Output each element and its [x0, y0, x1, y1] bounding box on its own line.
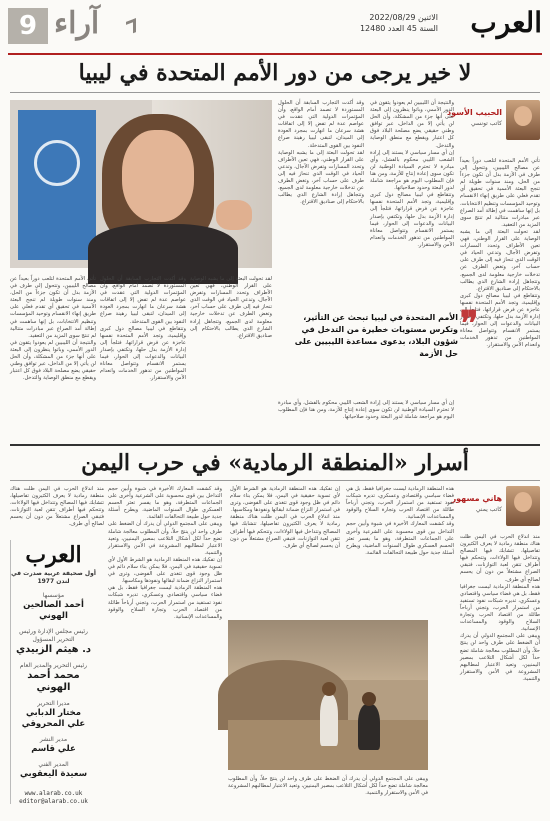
- article2-column-3: إن تفكيك هذه المنطقة الرمادية هو الشرط الأول لأي تسوية حقيقية في اليمن، فلا يمكن بناء سلام دائم في ظل وجود قوى تتغذى على الفوضى، وترى في استمرار النزاع ضمانة لبقائها ونفوذها ومكاسبها. منذ اندلاع الحرب في اليمن ظلت هناك منطقة رمادية لا يعرف الكثيرون تفاصيلها، تتشابك فيها المصالح وتتداخل فيها الولاءات، وتتحكم فيها أطراف تتقن لعبة التوازنات، فتبقي الصراع مشتعلاً من دون أن يحسم لصالح أي طرف.: [230, 486, 340, 549]
- chief-name: د. هيثم الزبيدي: [15, 644, 91, 655]
- issue-info: [360, 12, 438, 34]
- author-role: كاتب يمني: [475, 506, 502, 513]
- article1-headline: لا خير يرجى من دور الأمم المتحدة في ليبيا: [78, 60, 472, 86]
- masthead: [8, 6, 542, 52]
- director-name: علي المحروقي: [21, 719, 86, 729]
- article1-column-5: تأتي الأمم المتحدة لتلعب دوراً بعيداً عن مصالح الليبيين، وتتحول إلى طرف في الأزمة بدل أن تكون جزءاً من الحل، ومنذ سنوات طويلة لم تنجح البعثة الأممية في تحقيق أي تقدم فعلي على طريق إنهاء الانقسام وتوحيد المؤسسات وتنظيم الانتخابات، بل إنها ساهمت في إطالة أمد الصراع عبر مبادرات متتالية لم تنتج سوى المزيد من التعقيد. والنتيجة أن الليبيين لم يعودوا يثقون في الدور الأممي، وباتوا ينظرون إلى البعثة على أنها جزء من المشكلة، وأن الحل لن يأتي إلا من الداخل، عبر توافق وطني حقيقي يضع مصلحة البلاد فوق كل اعتبار ويقطع مع منطق الوصاية والتدخل.: [10, 276, 96, 382]
- article1-column-6: وقد أكدت التجارب السابقة أن الحلول المستوردة لا تصمد أمام الواقع، وأن المؤتمرات الدولية التي عقدت في عواصم عدة لم تفض إلا إلى اتفاقات هشة سرعان ما انهارت بمجرد العودة إلى الميدان، لتبقى ليبيا رهينة صراع النفوذ بين القوى المتدخلة. وتتقاطع في ليبيا مصالح دول كبرى وإقليمية، وتجد الأمم المتحدة نفسها عاجزة عن فرض قراراتها، فتلجأ إلى إدارة الأزمة بدل حلها، وتكتفي بإصدار البيانات والدعوات إلى الحوار، فيما يستمر الانقسام وتتواصل معاناة المواطنين من تدهور الخدمات وانعدام الأمن والاستقرار.: [100, 276, 186, 382]
- section-title: آراء: [54, 6, 100, 41]
- article1-photo: [10, 100, 272, 268]
- page-number: 9: [8, 8, 48, 44]
- section-separator: [10, 444, 540, 446]
- art-director-name: سعيدة اليعقوبي: [19, 769, 88, 779]
- article2-column-1: منذ اندلاع الحرب في اليمن ظلت هناك منطقة رمادية لا يعرف الكثيرون تفاصيلها، تتشابك فيها المصالح وتتداخل فيها الولاءات، وتتحكم فيها أطراف تتقن لعبة التوازنات، فتبقي الصراع مشتعلاً من دون أن يحسم لصالح أي طرف. هذه المنطقة الرمادية ليست جغرافيا فقط، بل هي فضاء سياسي واقتصادي وعسكري، تديره شبكات نفوذ تستفيد من استمرار الحرب، وتجني أرباحاً طائلة من اقتصاد الحرب وتجارة السلاح والوقود والمساعدات الإنسانية. ويبقى على المجتمع الدولي أن يدرك أن الضغط على طرف واحد لن ينتج حلاً، وأن المطلوب معالجة شاملة تضع حداً لكل أشكال التلاعب بمصير اليمنيين، وتعيد الاعتبار لمطالبهم المشروعة في الأمن والاستقرار والتنمية.: [459, 534, 540, 682]
- issue-date: الاثنين 2022/08/29: [369, 13, 438, 22]
- website-link[interactable]: www.alarab.co.uk: [24, 790, 83, 797]
- staff-box: العرب أول صحيفة عربية صدرت في لندن 1977 مؤسسها أحمد الصالحين الهوني رئيس مجلس الإدارة ورئيس التحرير المسؤول د. هيثم الزبيدي رئيس التحرير والمدير العام محمد أحمد الهوني مديرا التحرير مختار الدبابي علي المحروقي مدير النشر علي قاسم المدير الفني سعيدة اليعقوبي www.alarab.co.uk editor@alarab.co.uk: [10, 540, 102, 804]
- article2-author: [451, 486, 540, 530]
- issue-number: السنة 45 العدد 12480: [359, 24, 438, 33]
- masthead-rule: [8, 53, 542, 55]
- author-name: هاني مسهور: [451, 494, 502, 503]
- author-role: كاتب تونسي: [471, 120, 502, 127]
- editor-name: محمد أحمد الهوني: [27, 670, 80, 693]
- article2-column-2: هذه المنطقة الرمادية ليست جغرافيا فقط، بل هي فضاء سياسي واقتصادي وعسكري، تديره شبكات نفوذ تستفيد من استمرار الحرب، وتجني أرباحاً طائلة من اقتصاد الحرب وتجارة السلاح والوقود والمساعدات الإنسانية. وقد كشفت المعارك الأخيرة في شبوة وأبين حجم التداخل بين قوى محسوبة على الشرعية وأخرى على الجماعات المتطرفة، وهو ما يفسر تعثر الحسم العسكري طوال السنوات الماضية، ويطرح أسئلة جدية حول طبيعة التحالفات القائمة.: [346, 486, 454, 556]
- article1-author: [447, 100, 540, 152]
- section-tick-icon: [126, 18, 136, 36]
- article1-column-1: تأتي الأمم المتحدة لتلعب دوراً بعيداً عن مصالح الليبيين، وتتحول إلى طرف في الأزمة بدل أن تكون جزءاً من الحل، ومنذ سنوات طويلة لم تنجح البعثة الأممية في تحقيق أي تقدم فعلي على طريق إنهاء الانقسام وتوحيد المؤسسات وتنظيم الانتخابات، بل إنها ساهمت في إطالة أمد الصراع عبر مبادرات متتالية لم تنتج سوى المزيد من التعقيد. لقد تحولت البعثة إلى ما يشبه الوصاية على القرار الوطني، فهي تعين الأطراف وتحدد المسارات وتفرض الآجال، وتدعي الحياد في الوقت الذي تنحاز فيه إلى طرف على حساب آخر، وتغض الطرف عن تدخلات خارجية معلومة لدى الجميع، وتتجاهل إرادة الشارع الذي يطالب بالاحتكام إلى صناديق الاقتراع. وتتقاطع في ليبيا مصالح دول كبرى وإقليمية، وتجد الأمم المتحدة نفسها عاجزة عن فرض قراراتها، فتلجأ إلى إدارة الأزمة بدل حلها، وتكتفي بإصدار البيانات والدعوات إلى الحوار، فيما يستمر الانقسام وتتواصل معاناة المواطنين من تدهور الخدمات وانعدام الأمن والاستقرار.: [460, 158, 540, 349]
- founder-name: أحمد الصالحين الهوني: [23, 600, 84, 621]
- quote-mark-icon: ❞: [460, 304, 479, 344]
- article1-column-7: لقد تحولت البعثة إلى ما يشبه الوصاية على القرار الوطني، فهي تعين الأطراف وتحدد المسارات وتفرض الآجال، وتدعي الحياد في الوقت الذي تنحاز فيه إلى طرف على حساب آخر، وتغض الطرف عن تدخلات خارجية معلومة لدى الجميع، وتتجاهل إرادة الشارع الذي يطالب بالاحتكام إلى صناديق الاقتراع.: [190, 276, 272, 339]
- article2-photo: [228, 620, 428, 770]
- article1-column-2: والنتيجة أن الليبيين لم يعودوا يثقون في الدور الأممي، وباتوا ينظرون إلى البعثة على أنها جزء من المشكلة، وأن الحل لن يأتي إلا من الداخل، عبر توافق وطني حقيقي يضع مصلحة البلاد فوق كل اعتبار ويقطع مع منطق الوصاية والتدخل. إن أي مسار سياسي لا يستند إلى إرادة الشعب الليبي محكوم بالفشل، وأي مبادرة لا تحترم السيادة الوطنية لن تكون سوى إعادة إنتاج للأزمة، ومن هنا فإن المطلوب اليوم هو مراجعة شاملة لدور البعثة وحدود صلاحياتها. وتتقاطع في ليبيا مصالح دول كبرى وإقليمية، وتجد الأمم المتحدة نفسها عاجزة عن فرض قراراتها، فتلجأ إلى إدارة الأزمة بدل حلها، وتكتفي بإصدار البيانات والدعوات إلى الحوار، فيما يستمر الانقسام وتتواصل معاناة المواطنين من تدهور الخدمات وانعدام الأمن والاستقرار.: [370, 100, 454, 248]
- director-name: مختار الدبابي: [25, 708, 82, 718]
- staff-logo: العرب: [25, 542, 82, 568]
- article2-headline: أسرار «المنطقة الرمادية» في حرب اليمن: [81, 450, 469, 476]
- author-name: الحبيب الأسود: [447, 108, 502, 117]
- article2-column-4: وقد كشفت المعارك الأخيرة في شبوة وأبين حجم التداخل بين قوى محسوبة على الشرعية وأخرى على الجماعات المتطرفة، وهو ما يفسر تعثر الحسم العسكري طوال السنوات الماضية، ويطرح أسئلة جدية حول طبيعة التحالفات القائمة. ويبقى على المجتمع الدولي أن يدرك أن الضغط على طرف واحد لن ينتج حلاً، وأن المطلوب معالجة شاملة تضع حداً لكل أشكال التلاعب بمصير اليمنيين، وتعيد الاعتبار لمطالبهم المشروعة في الأمن والاستقرار والتنمية. إن تفكيك هذه المنطقة الرمادية هو الشرط الأول لأي تسوية حقيقية في اليمن، فلا يمكن بناء سلام دائم في ظل وجود قوى تتغذى على الفوضى، وترى في استمرار النزاع ضمانة لبقائها ونفوذها ومكاسبها. هذه المنطقة الرمادية ليست جغرافيا فقط، بل هي فضاء سياسي واقتصادي وعسكري، تديره شبكات نفوذ تستفيد من استمرار الحرب، وتجني أرباحاً طائلة من اقتصاد الحرب وتجارة السلاح والوقود والمساعدات الإنسانية.: [108, 486, 222, 620]
- article1-pullquote: الأمم المتحدة في ليبيا تبحث عن التأثير، وتكرس مستويات خطيرة من التدخل في شؤون البلاد، بدعوى مساعدة الليبيين على حل الأزمة: [294, 313, 458, 358]
- divider: [10, 480, 540, 481]
- newspaper-logo: العرب: [470, 6, 542, 39]
- author-avatar: [506, 486, 540, 526]
- article1-column-4: إن أي مسار سياسي لا يستند إلى إرادة الشعب الليبي محكوم بالفشل، وأي مبادرة لا تحترم السيادة الوطنية لن تكون سوى إعادة إنتاج للأزمة، ومن هنا فإن المطلوب اليوم هو مراجعة شاملة لدور البعثة وحدود صلاحياتها.: [278, 400, 454, 421]
- email-link[interactable]: editor@alarab.co.uk: [19, 798, 88, 805]
- article1-column-3: وقد أكدت التجارب السابقة أن الحلول المستوردة لا تصمد أمام الواقع، وأن المؤتمرات الدولية التي عقدت في عواصم عدة لم تفض إلا إلى اتفاقات هشة سرعان ما انهارت بمجرد العودة إلى الميدان، لتبقى ليبيا رهينة صراع النفوذ بين القوى المتدخلة. لقد تحولت البعثة إلى ما يشبه الوصاية على القرار الوطني، فهي تعين الأطراف وتحدد المسارات وتفرض الآجال، وتدعي الحياد في الوقت الذي تنحاز فيه إلى طرف على حساب آخر، وتغض الطرف عن تدخلات خارجية معلومة لدى الجميع، وتتجاهل إرادة الشارع الذي يطالب بالاحتكام إلى صناديق الاقتراع.: [278, 100, 364, 206]
- staff-tagline: أول صحيفة عربية صدرت في لندن 1977: [11, 570, 96, 585]
- divider: [10, 92, 540, 93]
- article2-column-5: ويبقى على المجتمع الدولي أن يدرك أن الضغط على طرف واحد لن ينتج حلاً، وأن المطلوب معالجة شاملة تضع حداً لكل أشكال التلاعب بمصير اليمنيين، وتعيد الاعتبار لمطالبهم المشروعة في الأمن والاستقرار والتنمية.: [228, 776, 428, 797]
- publisher-name: علي قاسم: [31, 744, 76, 754]
- article2-column-6: منذ اندلاع الحرب في اليمن ظلت هناك منطقة رمادية لا يعرف الكثيرون تفاصيلها، تتشابك فيها المصالح وتتداخل فيها الولاءات، وتتحكم فيها أطراف تتقن لعبة التوازنات، فتبقي الصراع مشتعلاً من دون أن يحسم لصالح أي طرف.: [10, 486, 104, 528]
- author-avatar: [506, 100, 540, 140]
- un-flag-icon: [18, 110, 96, 260]
